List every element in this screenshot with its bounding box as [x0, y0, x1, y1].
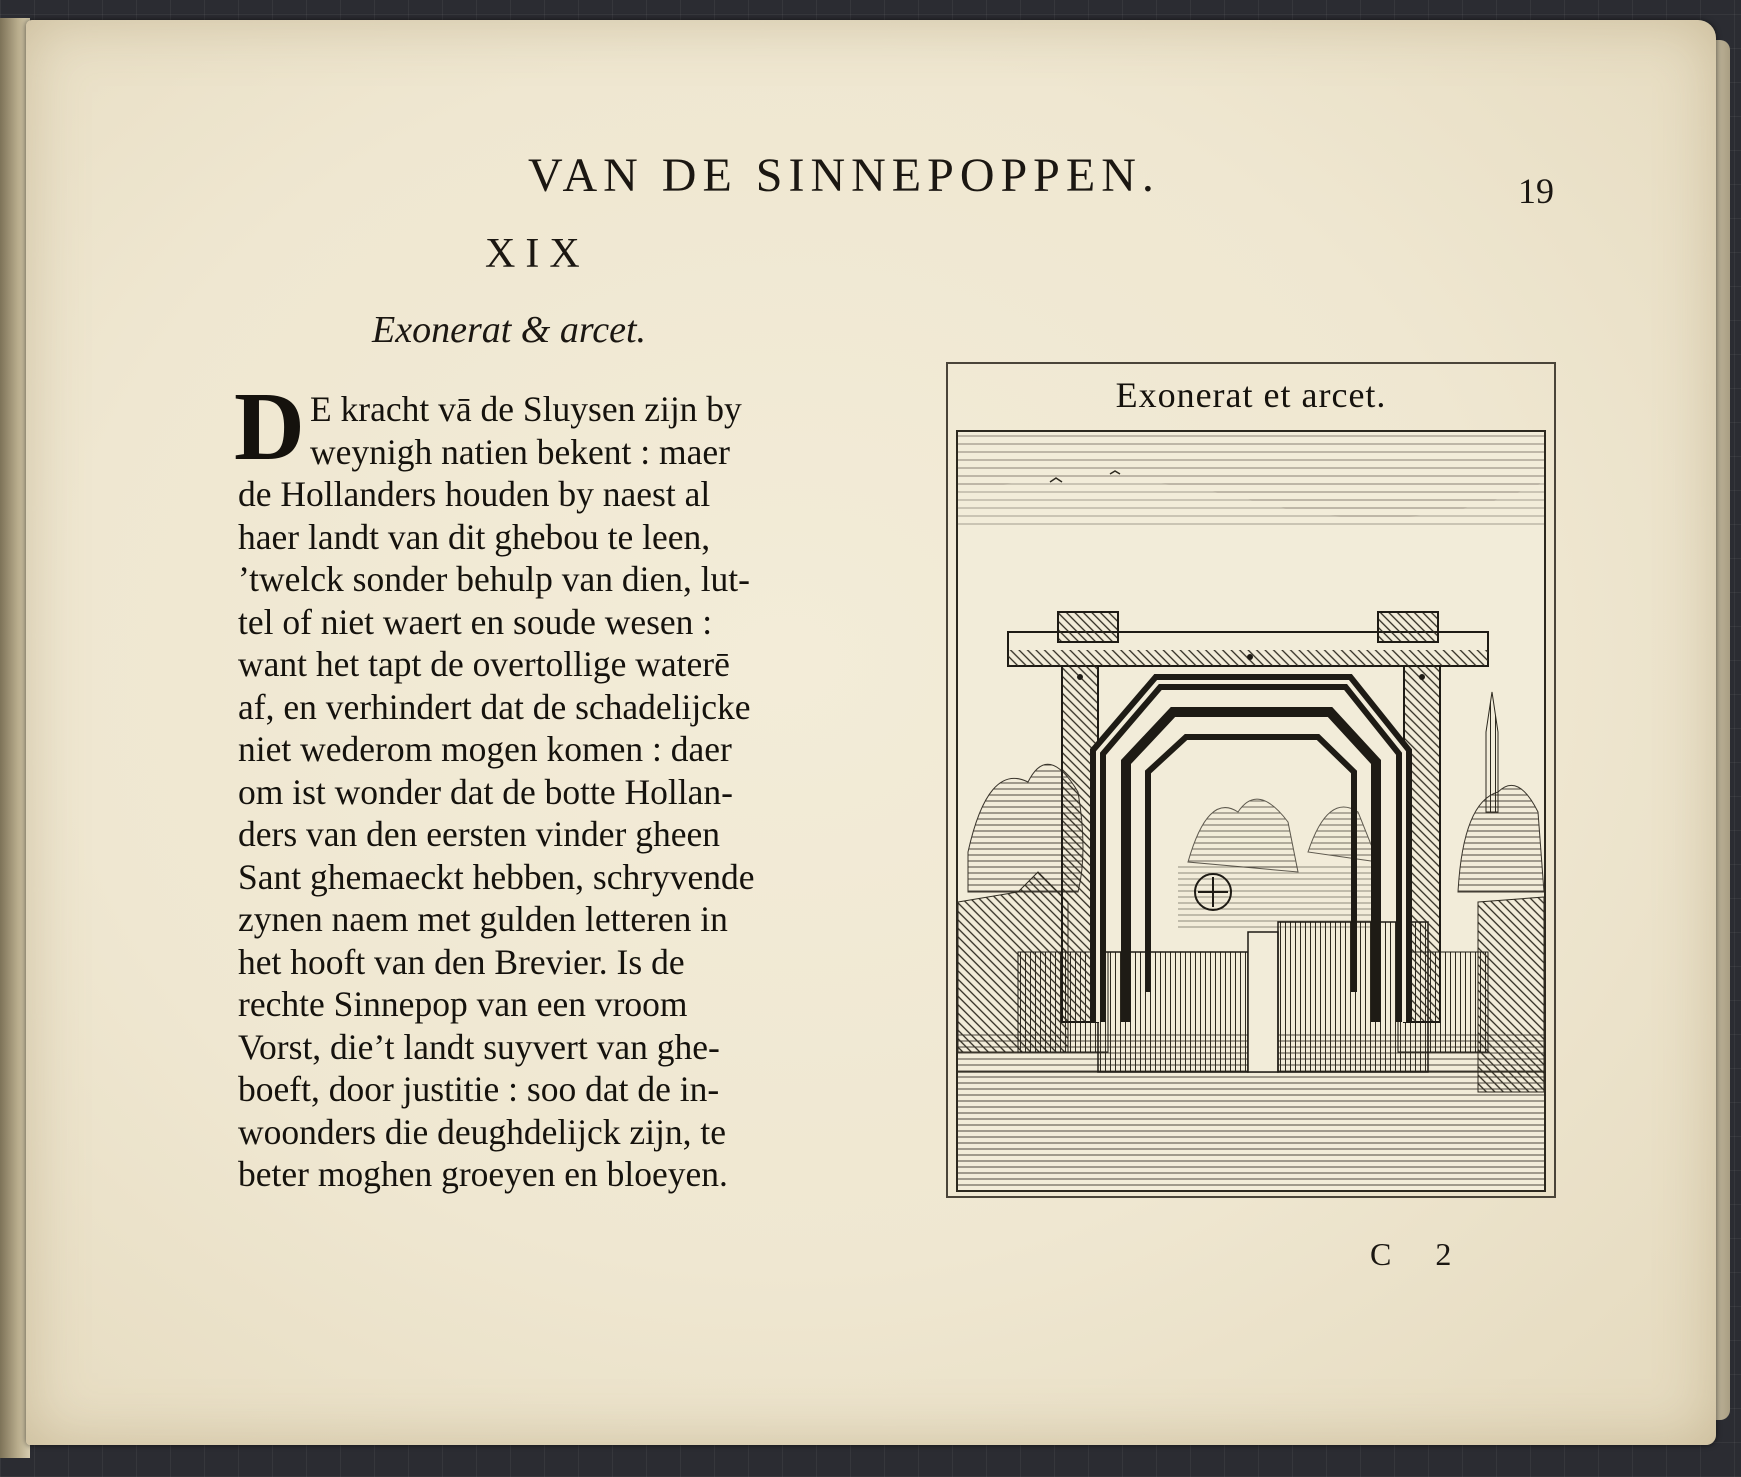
text-line: ders van den eersten vinder gheen: [238, 814, 721, 854]
signature-mark: C 2: [1370, 1236, 1470, 1272]
body-text: [234, 373, 850, 1196]
text-line: ’twelck sonder behulp van dien, lut-: [238, 559, 750, 599]
emblem-plate: [946, 362, 1556, 1198]
text-line: weynigh natien bekent : maer: [310, 431, 730, 472]
text-line: want het tapt de overtollige waterē: [238, 644, 730, 684]
text-line: haer landt van dit ghebou te leen,: [238, 516, 711, 557]
text-line: zynen naem met gulden letteren in: [238, 899, 728, 939]
chapter-number: XIX: [485, 231, 590, 277]
text-line: af, en verhindert dat de schadelijcke: [238, 686, 751, 727]
text-line: Sant ghemaeckt hebben, schryvende: [238, 856, 755, 897]
running-head: VAN DE SINNEPOPPEN.: [528, 149, 1160, 202]
text-line: Vorst, die’t landt suyvert van ghe-: [238, 1026, 720, 1067]
text-line: tel of niet waert en soude wesen :: [238, 601, 713, 642]
text-line: woonders die deughdelijck zijn, te: [238, 1111, 726, 1152]
motto: Exonerat & arcet.: [372, 309, 647, 351]
page-number: 19: [1518, 171, 1554, 211]
text-line: het hooft van den Brevier. Is de: [238, 941, 685, 982]
text-line: om ist wonder dat de botte Hollan-: [238, 771, 733, 812]
text-line: de Hollanders houden by naest al: [238, 474, 711, 514]
text-line: boeft, door justitie : soo dat de in-: [238, 1069, 720, 1109]
drop-cap: D: [234, 373, 305, 481]
plate-caption: Exonerat et arcet.: [1115, 375, 1387, 415]
text-line: E kracht vā de Sluysen zijn by: [310, 389, 742, 429]
text-line: niet wederom mogen komen : daer: [238, 729, 732, 769]
sluice-gate-illustration-icon: [956, 430, 1546, 1192]
text-line: beter moghen groeyen en bloeyen.: [238, 1154, 728, 1194]
text-line: rechte Sinnepop van een vroom: [238, 984, 688, 1024]
